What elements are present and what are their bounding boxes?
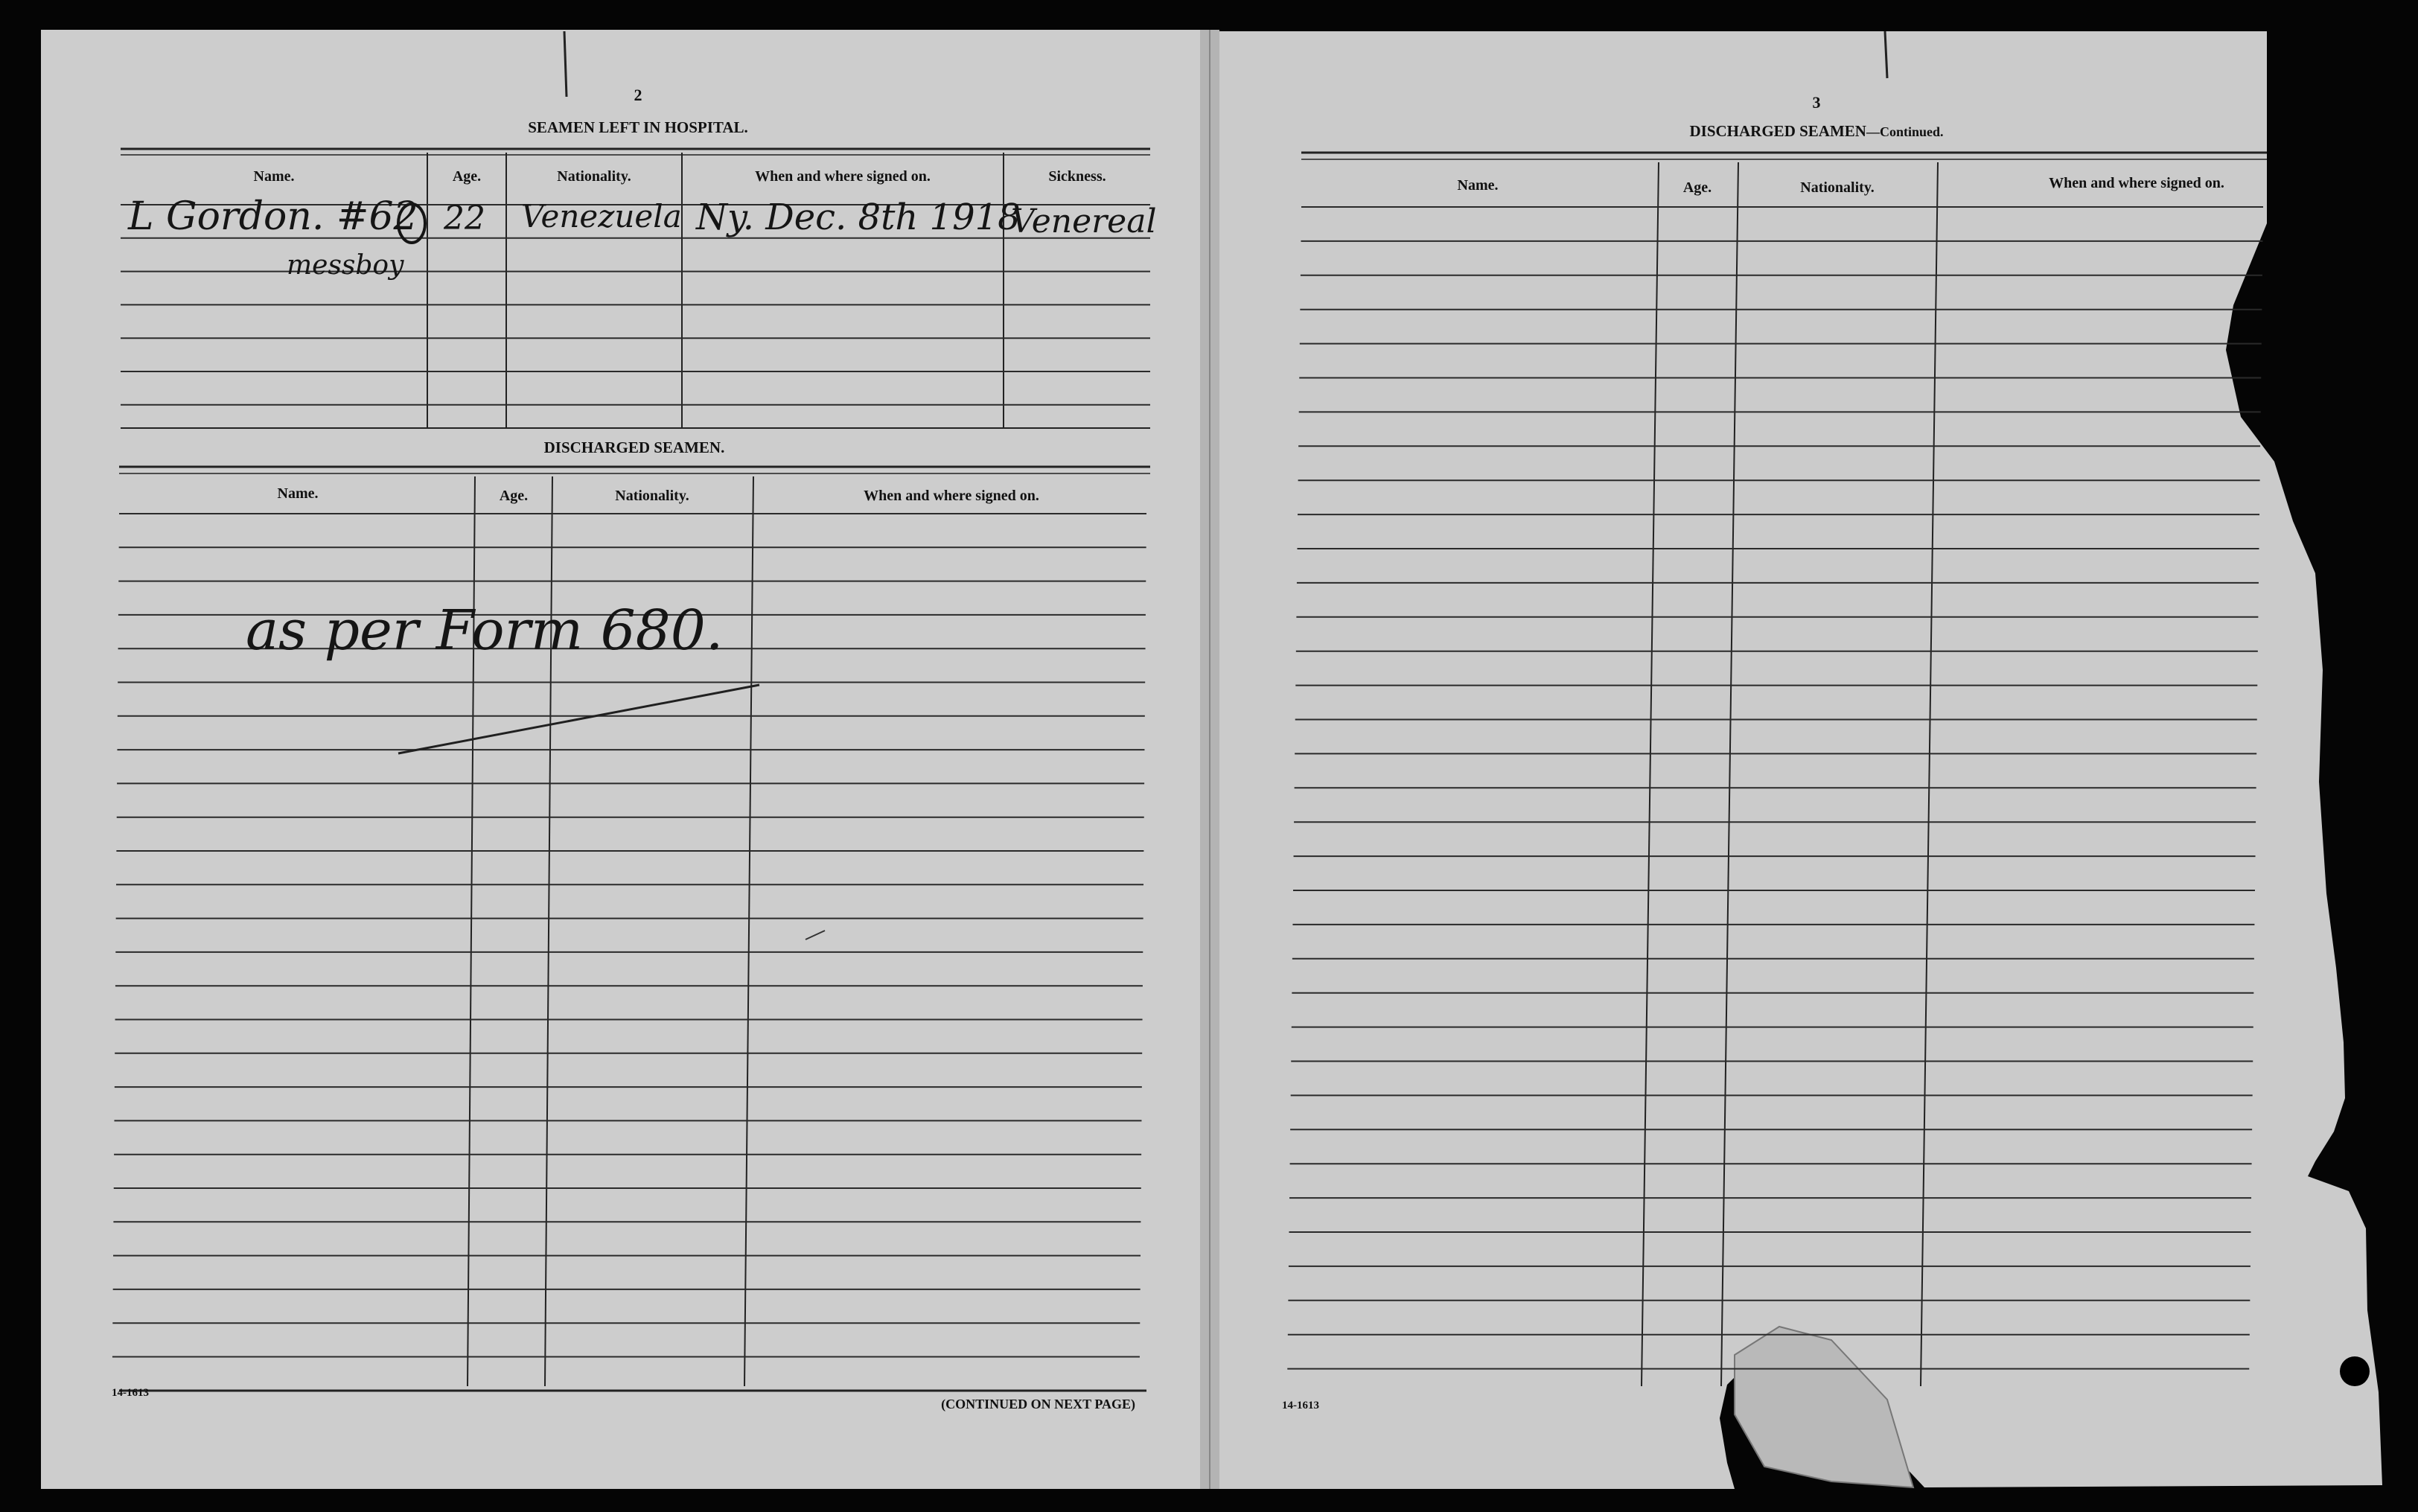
left-page-number: 2 [634,86,642,104]
right-page-paper [1210,31,2382,1489]
right-col-name: Name. [1457,177,1499,194]
right-title-main: DISCHARGED SEAMEN [1689,122,1866,140]
discharged-col-age: Age. [499,488,529,504]
hospital-entry-age: 22 [444,200,485,237]
right-form-number: 14-1613 [1282,1400,1319,1411]
discharged-col-name: Name. [277,485,319,502]
right-col-nationality: Nationality. [1800,179,1875,196]
hospital-col-age: Age. [452,168,482,185]
hospital-col-name: Name. [253,168,295,185]
continued-note: (CONTINUED ON NEXT PAGE) [941,1397,1135,1411]
right-col-signed-on: When and where signed on. [2049,175,2224,191]
hospital-entry-nationality: Venezuela [521,198,682,235]
right-col-age: Age. [1682,179,1712,196]
right-title-suffix: —Continued. [1866,124,1944,139]
hospital-entry-sickness: Venereal [1011,202,1157,240]
hospital-col-nationality: Nationality. [557,168,631,185]
left-page-paper [41,30,1210,1489]
discharged-annotation: as per Form 680. [246,599,724,663]
discharged-section-title: DISCHARGED SEAMEN. [543,438,725,456]
right-page-title [1690,122,1944,140]
hospital-entry-rating: messboy [287,250,404,281]
hospital-col-sickness: Sickness. [1048,168,1106,185]
hospital-col-signed-on: When and where signed on. [755,168,931,185]
left-form-number: 14-1613 [112,1387,149,1399]
right-page-number: 3 [1812,93,1821,112]
hospital-entry-name: L Gordon. #62 [128,194,418,239]
discharged-col-signed-on: When and where signed on. [864,488,1039,504]
discharged-col-nationality: Nationality. [615,488,689,504]
hospital-entry-signed-on: Ny. Dec. 8th 1918 [696,197,1021,238]
punch-hole [2340,1356,2370,1386]
hospital-section-title: SEAMEN LEFT IN HOSPITAL. [528,118,748,136]
